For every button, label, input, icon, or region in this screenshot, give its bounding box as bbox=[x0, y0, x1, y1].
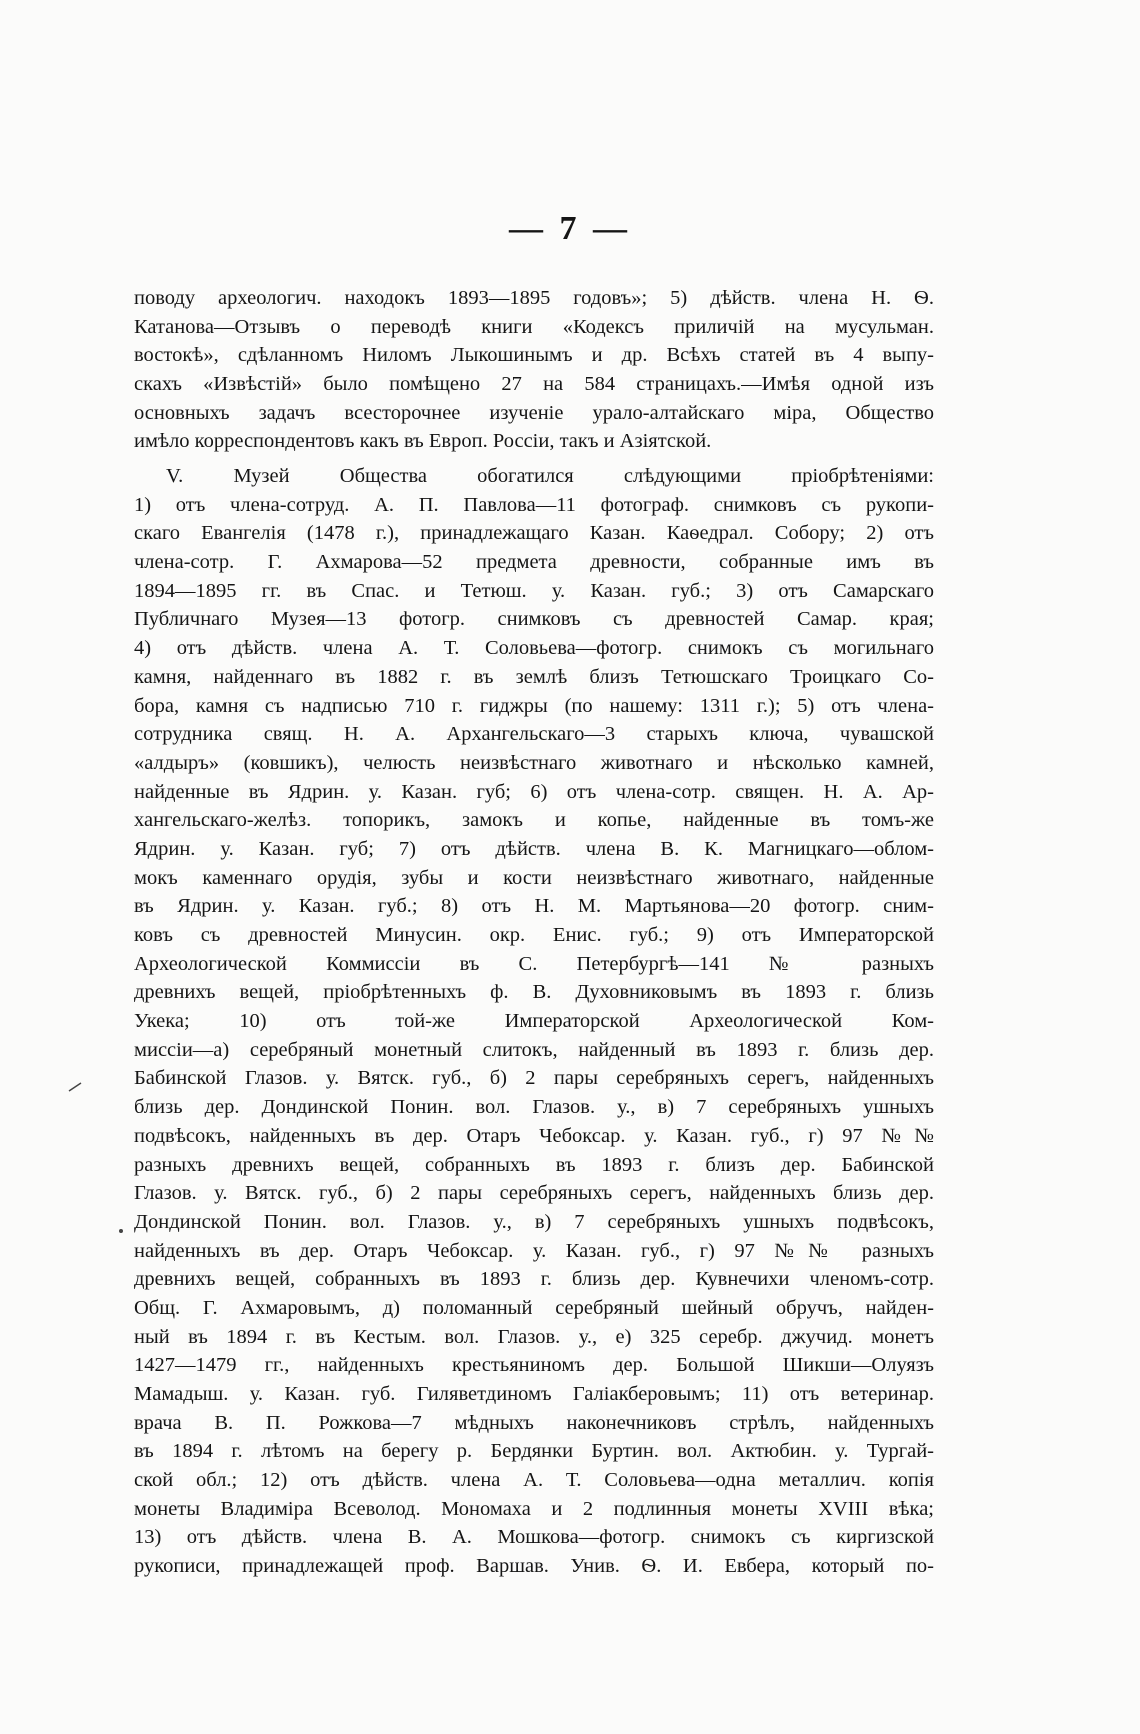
text-line: разныхъ древнихъ вещей, собранныхъ въ 1893 г. близъ дер. Бабинской bbox=[134, 1153, 934, 1176]
section-heading-line: V. Музей Общества обогатился слѣдующими пріобрѣтеніями: bbox=[166, 465, 934, 487]
text-line: поводу археологич. находокъ 1893—1895 годовъ»; 5) дѣйств. члена Н. Ѳ. bbox=[134, 287, 934, 309]
text-line: въ Ядрин. у. Казан. губ.; 8) отъ Н. М. Мартьянова—20 фотогр. сним- bbox=[134, 895, 934, 918]
text-line: мокъ каменнаго орудія, зубы и кости неизвѣстнаго животнаго, найденные bbox=[134, 866, 934, 889]
text-line: Глазов. у. Вятск. губ., б) 2 пары серебряныхъ серегъ, найденныхъ близь дер. bbox=[134, 1182, 934, 1205]
text-line: Мамадыш. у. Казан. губ. Гиляветдиномъ Галіакберовымъ; 11) отъ ветеринар. bbox=[134, 1383, 934, 1405]
text-line: скаго Евангелія (1478 г.), принадлежащаго Казан. Каѳедрал. Собору; 2) отъ bbox=[134, 522, 934, 545]
text-line: скахъ «Извѣстій» было помѣщено 27 на 584 страницахъ.—Имѣя одной изъ bbox=[134, 373, 934, 396]
text-line: миссіи—а) серебряный монетный слитокъ, найденный въ 1893 г. близь дер. bbox=[134, 1038, 934, 1061]
text-line: 1894—1895 гг. въ Спас. и Тетюш. у. Казан. губ.; 3) отъ Самарскаго bbox=[134, 579, 934, 602]
text-line: 13) отъ дѣйств. члена В. А. Мошкова—фотогр. снимокъ съ киргизской bbox=[134, 1526, 934, 1549]
text-line: врача В. П. Рожкова—7 мѣдныхъ наконечниковъ стрѣлъ, найденныхъ bbox=[134, 1411, 934, 1434]
text-line: основныхъ задачъ всесторочнее изученіе урало-алтайскаго міра, Общество bbox=[134, 401, 934, 424]
text-line: Общ. Г. Ахмаровымъ, д) поломанный серебряный шейный обручъ, найден- bbox=[134, 1296, 934, 1319]
text-line: Катанова—Отзывъ о переводѣ книги «Кодексъ приличій на мусульман. bbox=[134, 315, 934, 338]
text-line: 1) отъ члена-сотруд. А. П. Павлова—11 фотограф. снимковъ съ рукопи- bbox=[134, 493, 934, 516]
text-line: найденные въ Ядрин. у. Казан. губ; 6) отъ члена-сотр. священ. Н. А. Ар- bbox=[134, 780, 934, 803]
text-line: ковъ съ древностей Минусин. окр. Енис. губ.; 9) отъ Императорской bbox=[134, 924, 934, 946]
page-number: — 7 — bbox=[509, 210, 631, 247]
text-line: Бабинской Глазов. у. Вятск. губ., б) 2 пары серебряныхъ серегъ, найденныхъ bbox=[134, 1067, 934, 1090]
text-line: востокѣ», сдѣланномъ Ниломъ Лыкошинымъ и др. Всѣхъ статей въ 4 выпу- bbox=[134, 344, 934, 367]
text-line: Археологической Коммиссіи въ С. Петербургѣ—141 № разныхъ bbox=[134, 952, 934, 975]
text-line: древнихъ вещей, пріобрѣтенныхъ ф. В. Духовниковымъ въ 1893 г. близь bbox=[134, 981, 934, 1004]
text-line: найденныхъ въ дер. Отаръ Чебоксар. у. Казан. губ., г) 97 №№ разныхъ bbox=[134, 1239, 934, 1262]
text-line: Публичнаго Музея—13 фотогр. снимковъ съ древностей Самар. края; bbox=[134, 608, 934, 631]
text-line: ный въ 1894 г. въ Кестым. вол. Глазов. у., е) 325 серебр. джучид. монетъ bbox=[134, 1325, 934, 1348]
text-line: «алдыръ» (ковшикъ), челюсть неизвѣстнаго животнаго и нѣсколько камней, bbox=[134, 751, 934, 774]
margin-dot-mark bbox=[118, 1218, 124, 1239]
text-line: бора, камня съ надписью 710 г. гиджры (по нашему: 1311 г.); 5) отъ члена- bbox=[134, 694, 934, 717]
paragraph-2 bbox=[134, 462, 934, 1581]
text-line: древнихъ вещей, собранныхъ въ 1893 г. близь дер. Кувнечихи членомъ-сотр. bbox=[134, 1268, 934, 1291]
text-line: Ядрин. у. Казан. губ; 7) отъ дѣйств. члена В. К. Магницкаго—облом- bbox=[134, 837, 934, 860]
text-line: подвѣсокъ, найденныхъ въ дер. Отаръ Чебоксар. у. Казан. губ., г) 97 №№ bbox=[134, 1124, 934, 1147]
paragraph-1 bbox=[134, 284, 934, 456]
text-line: Укека; 10) отъ той-же Императорской Археологической Ком- bbox=[134, 1010, 934, 1033]
text-line: Дондинской Понин. вол. Глазов. у., в) 7 серебряныхъ ушныхъ подвѣсокъ, bbox=[134, 1210, 934, 1233]
text-line: 4) отъ дѣйств. члена А. Т. Соловьева—фотогр. снимокъ съ могильнаго bbox=[134, 637, 934, 660]
text-line: хангельскаго-желѣз. топорикъ, замокъ и копье, найденные въ томъ-же bbox=[134, 809, 934, 832]
text-line: имѣло корреспондентовъ какъ въ Европ. Россіи, такъ и Азіятской. bbox=[134, 430, 712, 453]
text-line: ской обл.; 12) отъ дѣйств. члена А. Т. Соловьева—одна металлич. копія bbox=[134, 1469, 934, 1492]
text-line: въ 1894 г. лѣтомъ на берегу р. Бердянки Буртин. вол. Актюбин. у. Тургай- bbox=[134, 1440, 934, 1463]
text-line: сотрудника свящ. Н. А. Архангельскаго—3 старыхъ ключа, чувашской bbox=[134, 723, 934, 746]
text-line: 1427—1479 гг., найденныхъ крестьяниномъ дер. Большой Шикши—Олуязъ bbox=[134, 1354, 934, 1377]
text-line: камня, найденнаго въ 1882 г. въ землѣ близъ Тетюшскаго Троицкаго Со- bbox=[134, 665, 934, 688]
text-line: рукописи, принадлежащей проф. Варшав. Унив. Ѳ. И. Евбера, который по- bbox=[134, 1555, 934, 1578]
text-line: близь дер. Дондинской Понин. вол. Глазов. у., в) 7 серебряныхъ ушныхъ bbox=[134, 1096, 934, 1119]
text-line: монеты Владиміра Всеволод. Мономаха и 2 подлинныя монеты XVIII вѣка; bbox=[134, 1497, 934, 1520]
margin-pencil-mark bbox=[68, 1076, 82, 1097]
text-line: члена-сотр. Г. Ахмарова—52 предмета древности, собранные имъ въ bbox=[134, 551, 934, 574]
